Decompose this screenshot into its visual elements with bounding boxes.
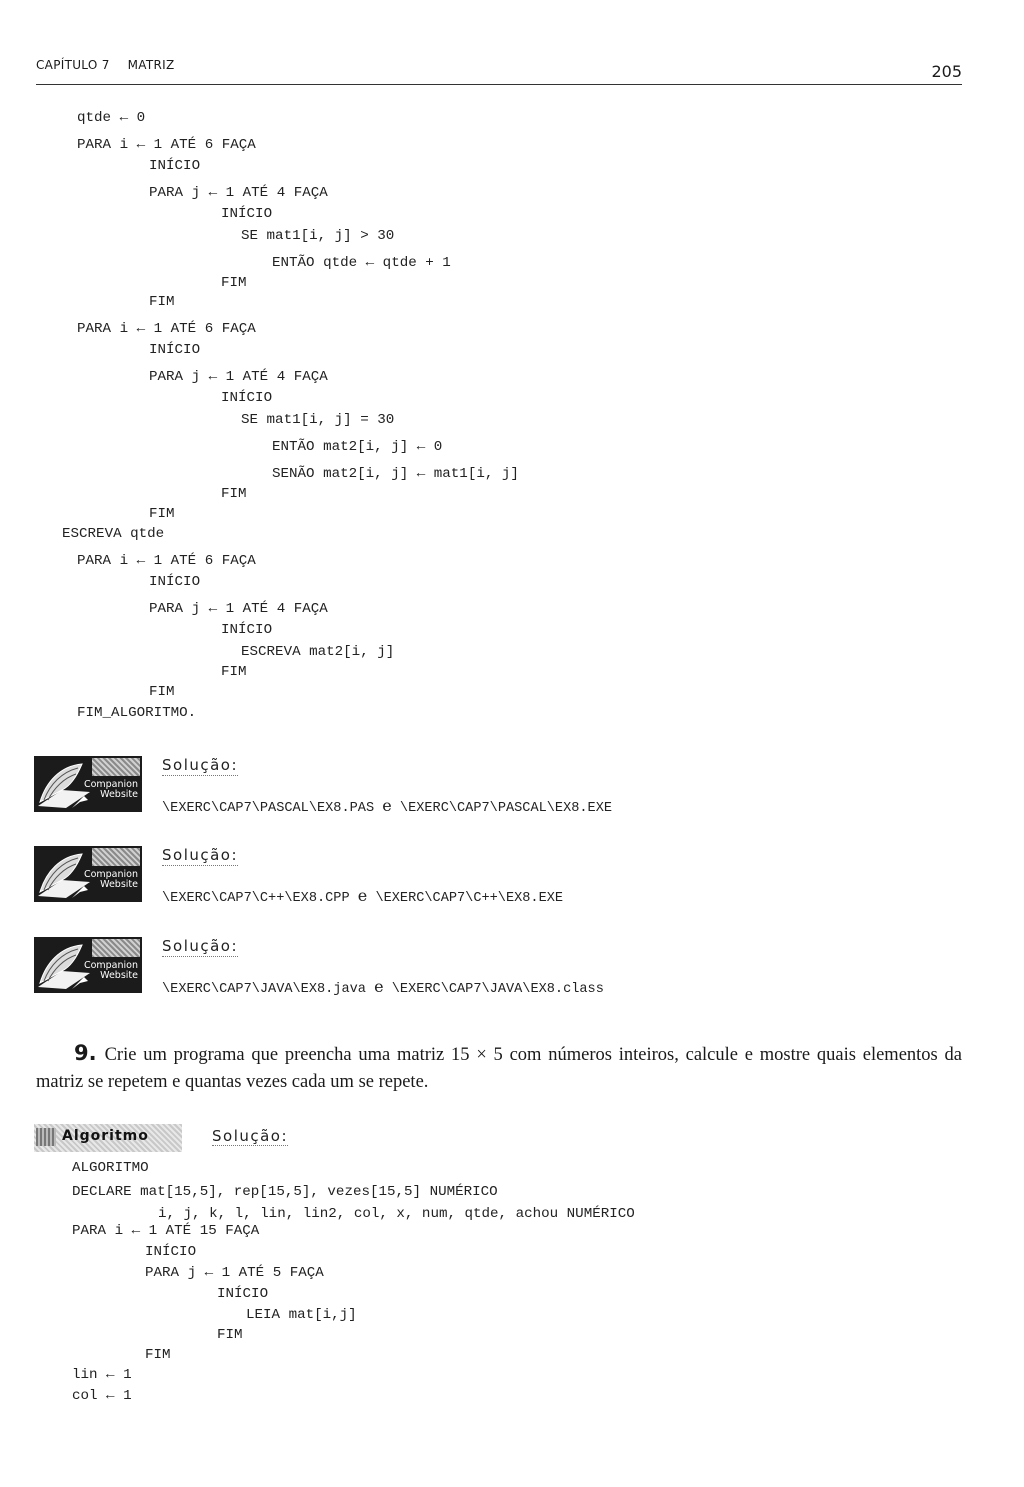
code-line: INÍCIO <box>221 390 273 406</box>
code-line: INÍCIO <box>149 574 201 590</box>
source-file-path: \EXERC\CAP7\C++\EX8.CPP <box>162 891 350 906</box>
logo-texture <box>92 848 140 866</box>
algorithm-icon <box>36 1128 56 1146</box>
code-line: PARA j ← 1 ATÉ 4 FAÇA <box>149 369 328 385</box>
code-line: FIM <box>221 486 247 502</box>
solution-title: Solução: <box>162 756 239 774</box>
code-line: PARA j ← 1 ATÉ 4 FAÇA <box>149 601 328 617</box>
source-file-path: \EXERC\CAP7\PASCAL\EX8.PAS <box>162 801 375 816</box>
code-line: FIM <box>217 1327 243 1343</box>
code-line: INÍCIO <box>149 342 201 358</box>
solution-block-pascal <box>34 756 734 818</box>
exercise-statement <box>36 1040 962 1096</box>
code-line: INÍCIO <box>145 1244 197 1260</box>
code-line: qtde ← 0 <box>77 110 146 126</box>
logo-text: Companion Website <box>83 960 138 981</box>
logo-texture <box>92 758 140 776</box>
algorithm-solution-title: Solução: <box>212 1127 289 1145</box>
solution-paths: \EXERC\CAP7\JAVA\EX8.java e \EXERC\CAP7\JAVA\EX8.class <box>162 977 604 997</box>
code-line: PARA i ← 1 ATÉ 15 FAÇA <box>72 1223 260 1239</box>
code-line: i, j, k, l, lin, lin2, col, x, num, qtde, achou NUMÉRICO <box>158 1206 635 1222</box>
code-line: ESCREVA qtde <box>62 526 165 542</box>
code-line: FIM <box>149 684 175 700</box>
code-line: PARA j ← 1 ATÉ 4 FAÇA <box>149 185 328 201</box>
code-line: PARA j ← 1 ATÉ 5 FAÇA <box>145 1265 324 1281</box>
solution-title: Solução: <box>162 937 239 955</box>
code-line: PARA i ← 1 ATÉ 6 FAÇA <box>77 553 256 569</box>
companion-website-logo <box>34 756 142 812</box>
code-line: INÍCIO <box>221 206 273 222</box>
section-label: MATRIZ <box>127 58 175 72</box>
code-line: ENTÃO mat2[i, j] ← 0 <box>272 439 443 455</box>
code-line: FIM <box>221 275 247 291</box>
code-line: ESCREVA mat2[i, j] <box>241 644 395 660</box>
logo-texture <box>92 939 140 957</box>
executable-file-path: \EXERC\CAP7\C++\EX8.EXE <box>375 891 564 906</box>
code-line: col ← 1 <box>72 1388 132 1404</box>
code-line: ENTÃO qtde ← qtde + 1 <box>272 255 451 271</box>
code-line: PARA i ← 1 ATÉ 6 FAÇA <box>77 137 256 153</box>
code-line: DECLARE mat[15,5], rep[15,5], vezes[15,5] NUMÉRICO <box>72 1184 498 1200</box>
code-line: FIM <box>149 294 175 310</box>
chapter-label: CAPÍTULO 7 <box>36 58 110 72</box>
code-line: FIM_ALGORITMO. <box>77 705 197 721</box>
code-line: LEIA mat[i,j] <box>246 1307 357 1323</box>
solution-block-cpp <box>34 846 734 908</box>
code-line: SENÃO mat2[i, j] ← mat1[i, j] <box>272 466 519 482</box>
companion-website-logo <box>34 846 142 902</box>
code-line: INÍCIO <box>149 158 201 174</box>
code-line: PARA i ← 1 ATÉ 6 FAÇA <box>77 321 256 337</box>
code-line: SE mat1[i, j] = 30 <box>241 412 395 428</box>
code-line: SE mat1[i, j] > 30 <box>241 228 395 244</box>
solution-block-java <box>34 937 734 999</box>
solution-paths: \EXERC\CAP7\PASCAL\EX8.PAS e \EXERC\CAP7\PASCAL\EX8.EXE <box>162 796 613 816</box>
code-line: FIM <box>149 506 175 522</box>
companion-website-logo <box>34 937 142 993</box>
algorithm-label: Algoritmo <box>34 1124 182 1152</box>
code-line: FIM <box>145 1347 171 1363</box>
page-header <box>36 56 962 85</box>
code-line: INÍCIO <box>221 622 273 638</box>
source-file-path: \EXERC\CAP7\JAVA\EX8.java <box>162 982 366 997</box>
solution-title: Solução: <box>162 846 239 864</box>
solution-paths: \EXERC\CAP7\C++\EX8.CPP e \EXERC\CAP7\C++\EX8.EXE <box>162 886 564 906</box>
running-head <box>36 58 175 72</box>
code-line: lin ← 1 <box>72 1367 132 1383</box>
logo-text: Companion Website <box>83 869 138 890</box>
exercise-text: Crie um programa que preencha uma matriz 15 × 5 com números inteiros, calcule e mostre quais elementos da matriz se repetem e quantas vezes cada um se repete. <box>36 1045 962 1092</box>
code-line: ALGORITMO <box>72 1160 149 1176</box>
executable-file-path: \EXERC\CAP7\PASCAL\EX8.EXE <box>399 801 613 816</box>
page-number: 205 <box>931 62 962 81</box>
code-line: FIM <box>221 664 247 680</box>
logo-text: Companion Website <box>83 779 138 800</box>
executable-file-path: \EXERC\CAP7\JAVA\EX8.class <box>391 982 604 997</box>
exercise-number: 9. <box>74 1041 97 1065</box>
code-line: INÍCIO <box>217 1286 269 1302</box>
